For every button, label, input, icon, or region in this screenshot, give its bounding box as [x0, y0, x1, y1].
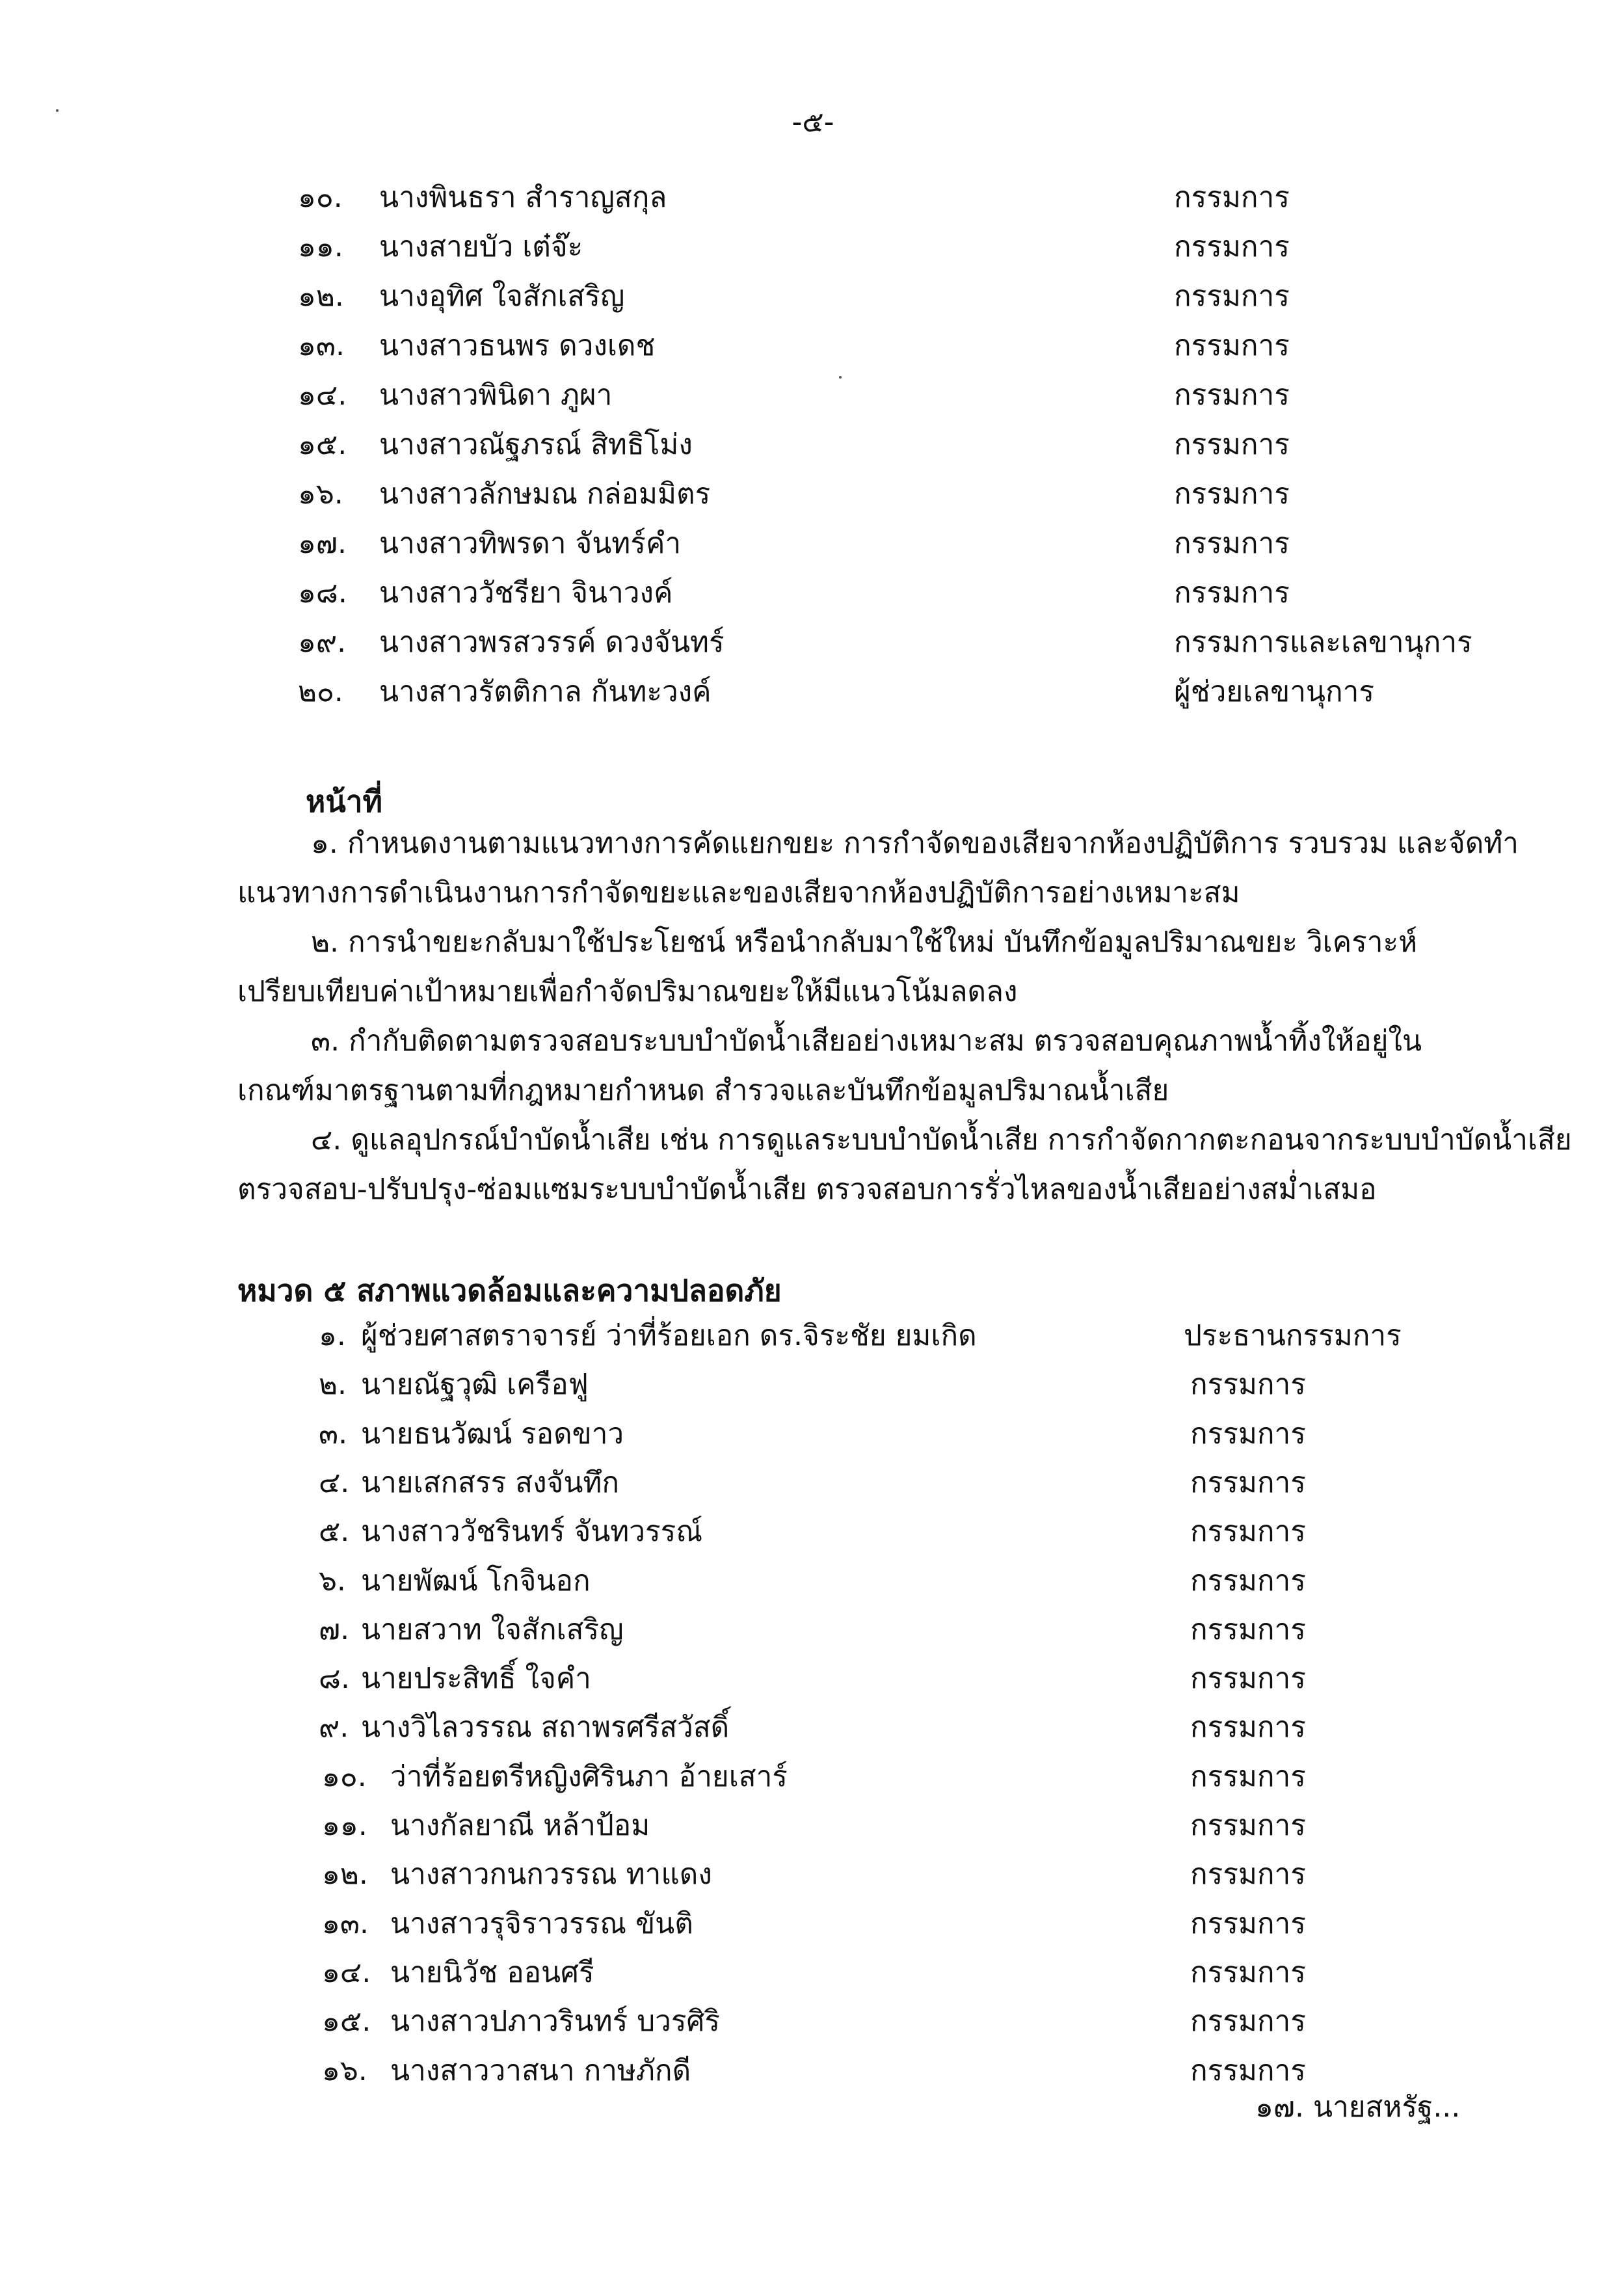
- member-row: [0, 276, 1624, 317]
- member-row: [0, 523, 1624, 565]
- member-number: ๑๔.: [298, 379, 347, 412]
- member-name: นางสาวธนพร ดวงเดช: [379, 329, 656, 362]
- member-row: [0, 1462, 1624, 1504]
- member-role: กรรมการ: [1174, 181, 1290, 214]
- member-role: กรรมการ: [1174, 477, 1290, 511]
- duty-line-continued: เกณฑ์มาตรฐานตามที่กฎหมายกำหนด สำรวจและบันทึกข้อมูลปริมาณน้ำเสีย: [237, 1074, 1169, 1107]
- member-number: ๑.: [319, 1319, 346, 1352]
- member-number: ๑๔.: [322, 1955, 371, 1989]
- member-number: ๑๓.: [298, 329, 345, 362]
- member-name: นายพัฒน์ โกจินอก: [361, 1564, 591, 1598]
- member-number: ๑๐.: [298, 181, 343, 214]
- member-name: นายสวาท ใจสักเสริญ: [361, 1612, 624, 1646]
- member-role: กรรมการ: [1174, 576, 1290, 609]
- member-name: นายประสิทธิ์ ใจคำ: [361, 1662, 591, 1696]
- member-number: ๑๘.: [298, 576, 347, 609]
- member-role: กรรมการ: [1190, 1465, 1306, 1499]
- member-name: นายณัฐวุฒิ เครือฟู: [361, 1368, 589, 1402]
- member-number: ๑๐.: [322, 1759, 367, 1793]
- member-name: นางสาวกนกวรรณ ทาแดง: [390, 1858, 712, 1892]
- member-role: กรรมการ: [1190, 1612, 1306, 1646]
- member-role: กรรมการ: [1174, 329, 1290, 362]
- member-number: ๑๖.: [322, 2053, 367, 2087]
- member-role: กรรมการ: [1190, 2053, 1306, 2087]
- member-role: กรรมการ: [1190, 1955, 1306, 1989]
- member-row: [0, 177, 1624, 219]
- page-number: -๕-: [792, 105, 834, 139]
- member-name: นางสาวลักษมณ กล่อมมิตร: [379, 477, 711, 511]
- member-name: นางสาวปภาวรินทร์ บวรศิริ: [390, 2005, 721, 2039]
- member-number: ๑๑.: [298, 230, 343, 263]
- member-number: ๑๖.: [298, 477, 343, 511]
- duty-line-continued: เปรียบเทียบค่าเป้าหมายเพื่อกำจัดปริมาณขยะให้มีแนวโน้มลดลง: [237, 975, 1018, 1008]
- member-number: ๖.: [319, 1564, 346, 1598]
- member-role: ผู้ช่วยเลขานุการ: [1174, 675, 1374, 708]
- member-name: นางสาวรัตติกาล กันทะวงค์: [379, 675, 712, 708]
- member-number: ๑๙.: [298, 626, 347, 659]
- member-row: [0, 1952, 1624, 1994]
- duty-line-first: ๑. กำหนดงานตามแนวทางการคัดแยกขยะ การกำจัดของเสียจากห้องปฏิบัติการ รวบรวม และจัดทำ: [311, 827, 1519, 860]
- member-row: [0, 1364, 1624, 1406]
- duty-line-continued: ตรวจสอบ-ปรับปรุง-ซ่อมแซมระบบบำบัดน้ำเสีย ตรวจสอบการรั่วไหลของน้ำเสียอย่างสม่ำเสมอ: [237, 1173, 1377, 1206]
- member-role: กรรมการ: [1190, 1564, 1306, 1598]
- member-number: ๑๓.: [322, 1906, 369, 1940]
- member-number: ๓.: [319, 1417, 348, 1451]
- member-role: กรรมการ: [1190, 1809, 1306, 1842]
- member-name: นางสาวรุจิราวรรณ ขันติ: [390, 1906, 693, 1940]
- member-role: กรรมการ: [1190, 1906, 1306, 1940]
- duties-heading: หน้าที่: [306, 784, 382, 819]
- member-row: [0, 325, 1624, 367]
- member-role: กรรมการ: [1190, 2005, 1306, 2039]
- member-row: [0, 1854, 1624, 1895]
- member-row: [0, 1560, 1624, 1602]
- member-name: นางสาวพรสวรรค์ ดวงจันทร์: [379, 626, 725, 659]
- duty-line-continued: แนวทางการดำเนินงานการกำจัดขยะและของเสียจากห้องปฏิบัติการอย่างเหมาะสม: [237, 876, 1240, 909]
- member-name: นางสาวพินิดา ภูผา: [379, 379, 613, 412]
- member-number: ๑๗.: [298, 527, 347, 560]
- member-row: [0, 424, 1624, 466]
- scan-speck: [56, 109, 59, 112]
- duty-line-first: ๒. การนำขยะกลับมาใช้ประโยชน์ หรือนำกลับมาใช้ใหม่ บันทึกข้อมูลปริมาณขยะ วิเคราะห์: [311, 926, 1418, 959]
- member-row: [0, 1805, 1624, 1847]
- member-row: [0, 1609, 1624, 1651]
- member-row: [0, 671, 1624, 713]
- member-number: ๑๕.: [322, 2005, 371, 2039]
- member-name: นายนิวัช ออนศรี: [390, 1955, 594, 1989]
- member-name: นางสาววาสนา กาษภักดี: [390, 2053, 691, 2087]
- member-number: ๑๒.: [298, 280, 344, 313]
- section5-heading: หมวด ๕ สภาพแวดล้อมและความปลอดภัย: [237, 1273, 782, 1308]
- member-row: [0, 1903, 1624, 1945]
- member-row: [0, 1315, 1624, 1357]
- member-name: ว่าที่ร้อยตรีหญิงศิรินภา อ้ายเสาร์: [390, 1759, 788, 1793]
- member-number: ๑๕.: [298, 428, 347, 461]
- member-row: [0, 226, 1624, 268]
- duty-line-first: ๓. กำกับติดตามตรวจสอบระบบบำบัดน้ำเสียอย่างเหมาะสม ตรวจสอบคุณภาพน้ำทิ้งให้อยู่ใน: [311, 1024, 1422, 1058]
- member-number: ๔.: [319, 1465, 350, 1499]
- member-row: [0, 1511, 1624, 1553]
- member-role: กรรมการ: [1174, 379, 1290, 412]
- member-role: กรรมการ: [1190, 1515, 1306, 1549]
- member-role: ประธานกรรมการ: [1184, 1319, 1402, 1352]
- member-name: นางวิไลวรรณ สถาพรศรีสวัสดิ์: [361, 1711, 730, 1745]
- member-row: [0, 1658, 1624, 1700]
- member-role: กรรมการ: [1190, 1711, 1306, 1745]
- duty-line-first: ๔. ดูแลอุปกรณ์บำบัดน้ำเสีย เช่น การดูแลระบบบำบัดน้ำเสีย การกำจัดกากตะกอนจากระบบบำบัดน้ำเสีย: [311, 1123, 1572, 1157]
- member-role: กรรมการ: [1174, 527, 1290, 560]
- member-name: นางสาววัชรียา จินาวงค์: [379, 576, 673, 609]
- member-number: ๘.: [319, 1662, 350, 1696]
- member-number: ๑๒.: [322, 1858, 368, 1892]
- member-name: ผู้ช่วยศาสตราจารย์ ว่าที่ร้อยเอก ดร.จิระชัย ยมเกิด: [361, 1319, 977, 1352]
- member-role: กรรมการ: [1190, 1858, 1306, 1892]
- member-row: [0, 1707, 1624, 1748]
- member-row: [0, 2050, 1624, 2092]
- member-number: ๕.: [319, 1515, 350, 1549]
- member-number: ๗.: [319, 1612, 350, 1646]
- member-name: นายธนวัฒน์ รอดขาว: [361, 1417, 624, 1451]
- member-role: กรรมการ: [1190, 1417, 1306, 1451]
- member-row: [0, 375, 1624, 416]
- member-name: นางสาวทิพรดา จันทร์คำ: [379, 527, 682, 560]
- member-name: นางสายบัว เต๋จ๊ะ: [379, 230, 583, 263]
- member-row: [0, 572, 1624, 614]
- member-name: นางพินธรา สำราญสกุล: [379, 181, 667, 214]
- member-name: นางสาวณัฐภรณ์ สิทธิโม่ง: [379, 428, 693, 461]
- continuation-marker: ๑๗. นายสหรัฐ...: [1255, 2091, 1461, 2124]
- member-row: [0, 1413, 1624, 1455]
- member-row: [0, 474, 1624, 515]
- member-number: ๒๐.: [298, 675, 343, 708]
- member-role: กรรมการ: [1174, 280, 1290, 313]
- member-name: นายเสกสรร สงจันทึก: [361, 1465, 620, 1499]
- member-number: ๒.: [319, 1368, 347, 1402]
- member-number: ๑๑.: [322, 1809, 367, 1842]
- member-role: กรรมการ: [1174, 428, 1290, 461]
- member-row: [0, 622, 1624, 663]
- member-row: [0, 1756, 1624, 1798]
- member-name: นางสาววัชรินทร์ จันทวรรณ์: [361, 1515, 703, 1549]
- member-role: กรรมการ: [1190, 1662, 1306, 1696]
- member-number: ๙.: [319, 1711, 349, 1745]
- member-role: กรรมการ: [1190, 1759, 1306, 1793]
- member-role: กรรมการ: [1174, 230, 1290, 263]
- member-role: กรรมการและเลขานุการ: [1174, 626, 1472, 659]
- member-name: นางอุทิศ ใจสักเสริญ: [379, 280, 625, 313]
- member-role: กรรมการ: [1190, 1368, 1306, 1402]
- member-name: นางกัลยาณี หล้าป้อม: [390, 1809, 650, 1842]
- member-row: [0, 2001, 1624, 2042]
